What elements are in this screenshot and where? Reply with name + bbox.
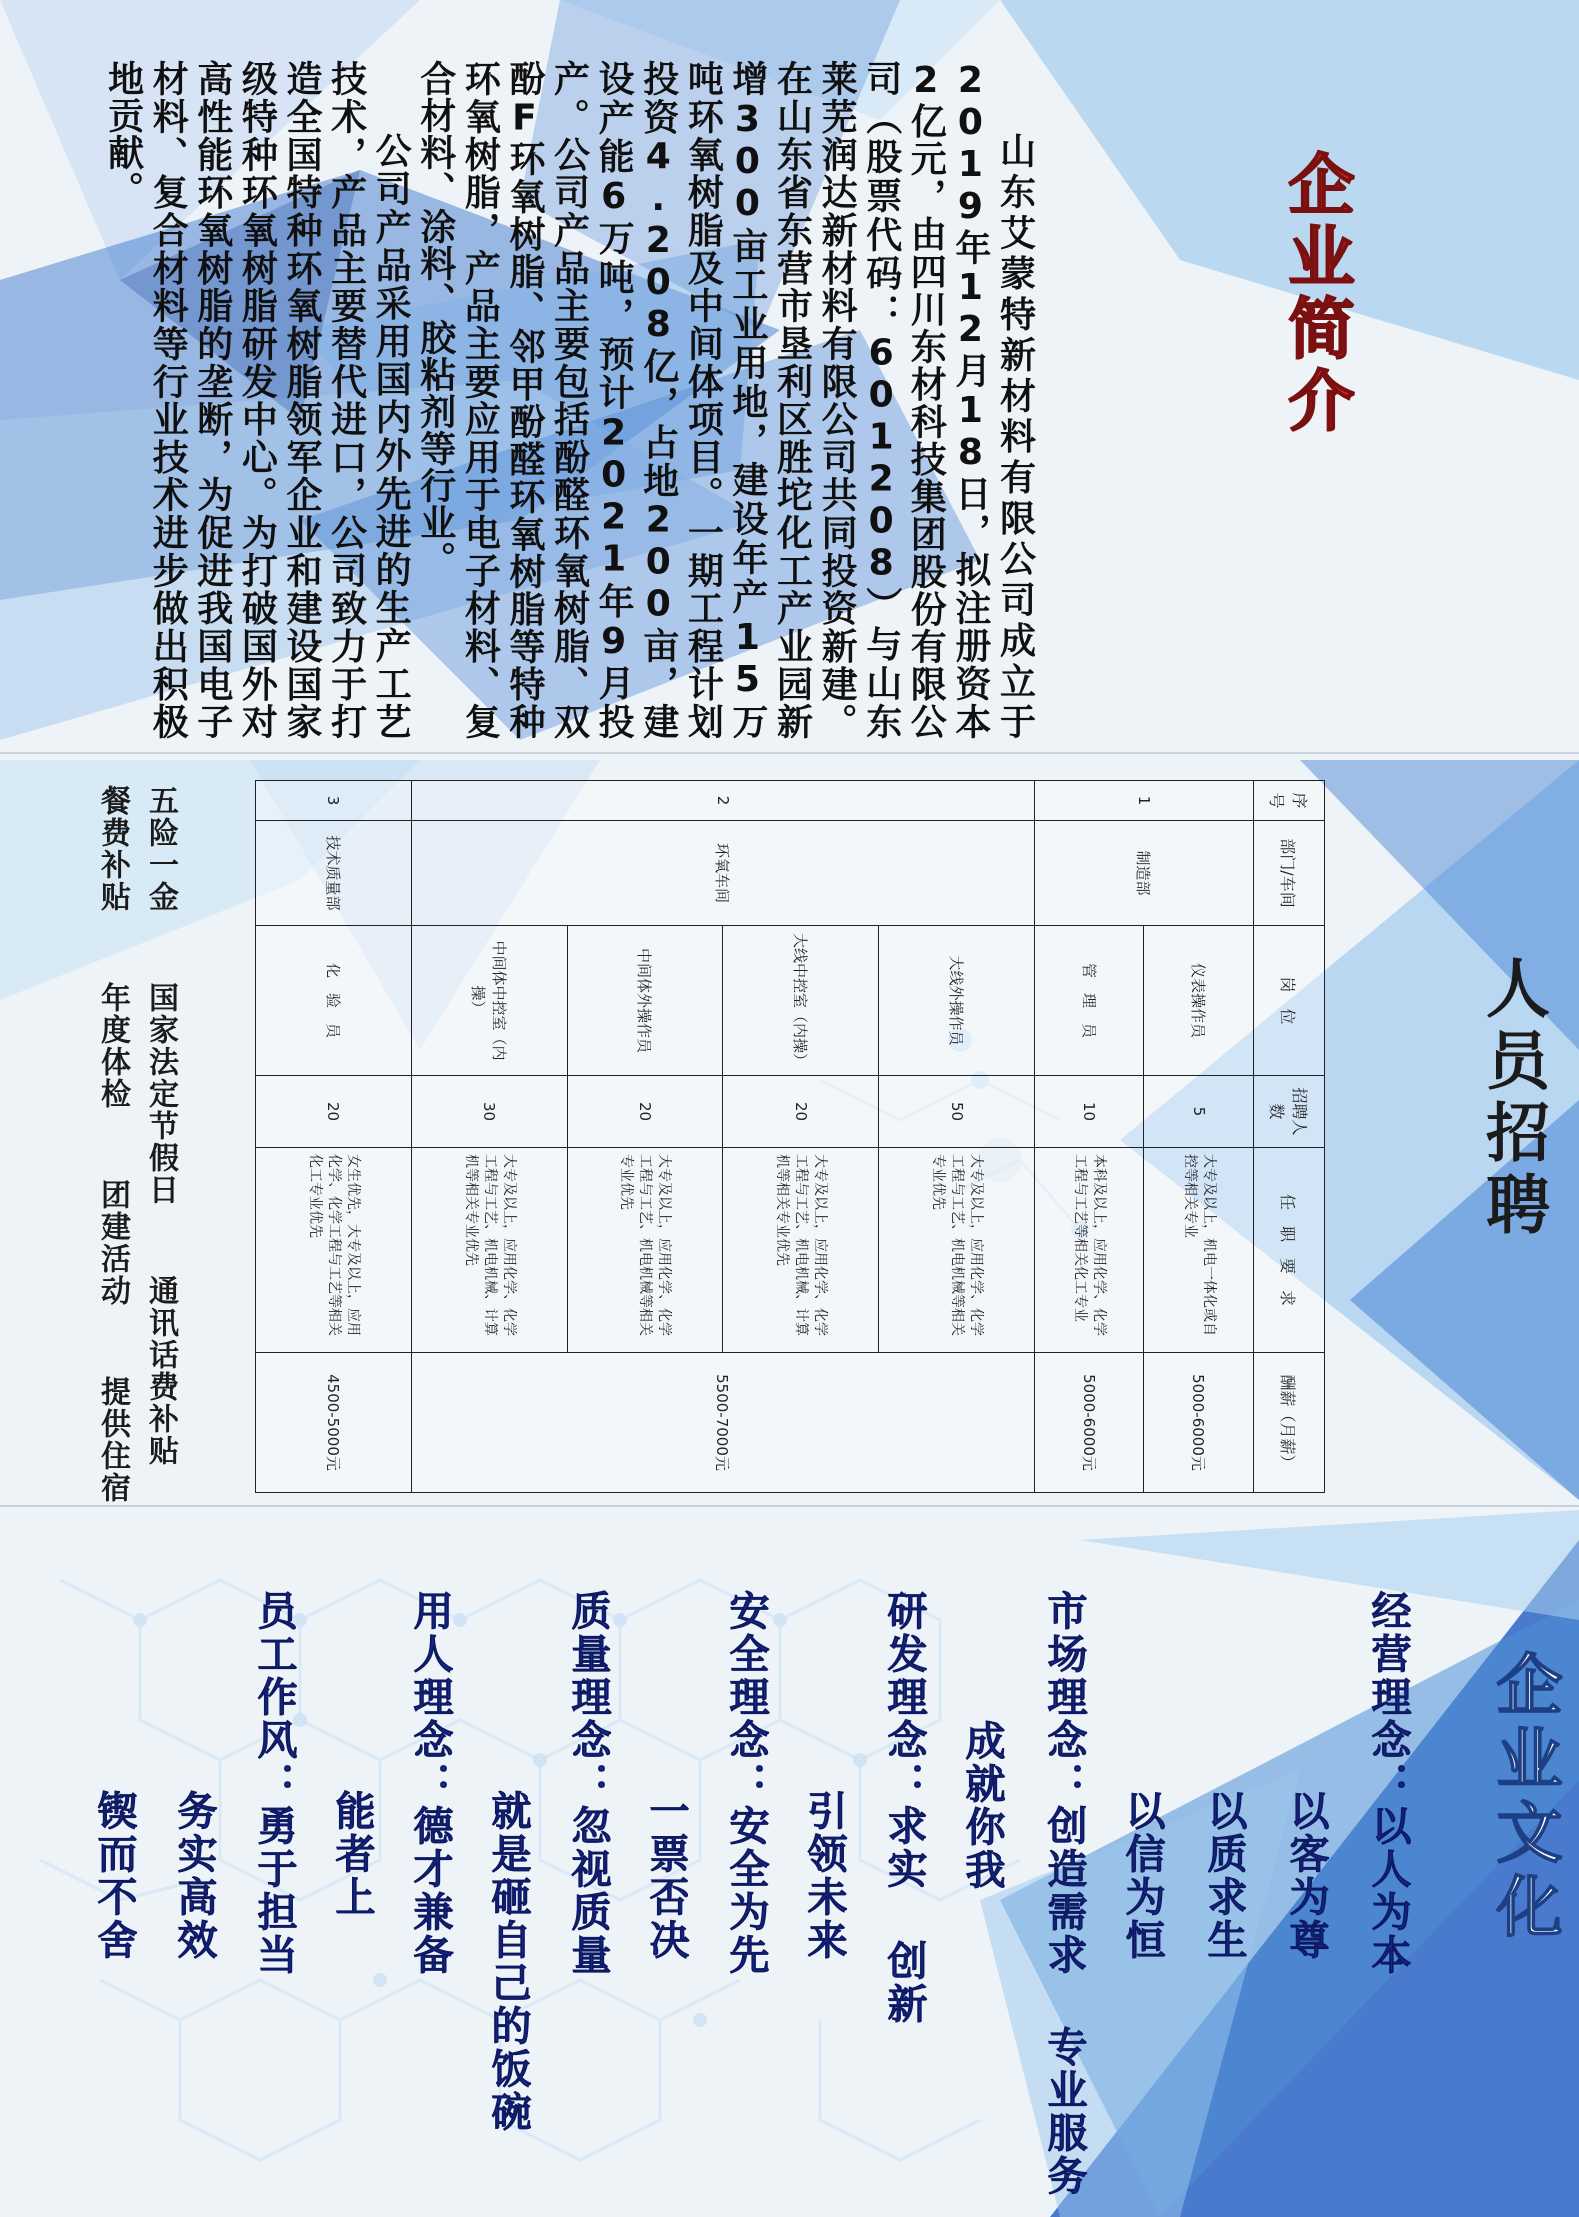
intro-paragraph: 山东艾蒙特新材料有限公司成立于2019年12月18日，拟注册资本2亿元，由四川东材科技集团股份有限公司（股票代码：601208）与山东莱芜润达新材料有限公司共同投资新建。在山东省东营市垦利区胜坨化工产业园新增300亩工业用地，建设年产15万吨环氧树脂及中间体项目。一期工程计划投资4.208亿，占地200亩，建设产能6万吨，预计2021年9月投产。公司产品主要包括酚醛环氧树脂、双酚F环氧树脂、邻甲酚醛环氧树脂等特种环氧树脂，产品主要应用于电子材料、复合材料、涂料、胶粘剂等行业。 — [414, 60, 1036, 740]
benefit-item: 提供住宿 — [95, 1376, 130, 1504]
culture-value: 就是砸自己的饭碗 — [485, 1790, 531, 2134]
benefit-item: 年度体检 — [95, 982, 130, 1110]
culture-label: 市场理念： — [1041, 1590, 1087, 1805]
culture-value: 以人为本 — [1365, 1805, 1411, 1977]
benefit-item: 五险一金 — [143, 785, 178, 913]
culture-value: 成就你我 — [959, 1720, 1005, 1892]
salary: 5000-6000元 — [1144, 1353, 1254, 1493]
culture-value: 勇于担当 — [251, 1805, 297, 1977]
department: 技术质量部 — [256, 821, 412, 926]
intro-title: 企业简介 — [1277, 150, 1354, 438]
department: 制造部 — [1034, 821, 1253, 926]
row-number: 2 — [411, 781, 1034, 821]
post: 大线外操作员 — [879, 926, 1035, 1076]
requirement: 本科及以上，应用化学、化学工程与工艺等相关化工专业 — [1034, 1148, 1144, 1353]
culture-value: 锲而不舍 — [91, 1790, 137, 1962]
culture-value: 以信为恒 — [1119, 1790, 1165, 1962]
header-cell: 任 职 要 求 — [1254, 1148, 1325, 1353]
benefit-item: 团建活动 — [95, 1179, 130, 1307]
benefit-item: 通讯话费补贴 — [143, 1275, 178, 1467]
requirement: 大专及以上，机电一体化或自控等相关专业 — [1144, 1148, 1254, 1353]
culture-line — [246, 1590, 303, 1977]
intro-paragraph: 公司产品采用国内外先进的生产工艺技术，产品主要替代进口，公司致力于打造全国特种环氧树脂领军企业和建设国家级特种环氧树脂研发中心。为打破国外对高性能环氧树脂的垄断，为促进我国电子材料、复合材料等行业技术进步做出积极地贡献。 — [102, 60, 412, 740]
header-cell: 酬薪（月薪） — [1254, 1353, 1325, 1493]
culture-label: 用人理念： — [407, 1590, 453, 1805]
requirement: 大专及以上，应用化学、化学工程与工艺、机电机械、计算机等相关专业优先 — [723, 1148, 879, 1353]
culture-label: 经营理念： — [1365, 1590, 1411, 1805]
culture-title: 企业文化 — [1485, 1650, 1562, 1946]
recruit-table-frame — [255, 780, 1325, 1492]
header-cell: 招聘人数 — [1254, 1076, 1325, 1148]
culture-line — [560, 1590, 617, 1977]
culture-label: 质量理念： — [565, 1590, 611, 1805]
benefits-line — [88, 785, 136, 1504]
culture-line — [876, 1590, 933, 2026]
headcount: 20 — [256, 1076, 412, 1148]
post: 管 理 员 — [1034, 926, 1144, 1076]
culture-label: 研发理念： — [881, 1590, 927, 1805]
table-row — [256, 781, 412, 1493]
culture-line — [1036, 1590, 1093, 2198]
post: 化 验 员 — [256, 926, 412, 1076]
culture-label: 安全理念： — [723, 1590, 769, 1805]
post: 中间体中控室（内操） — [411, 926, 567, 1076]
headcount: 30 — [411, 1076, 567, 1148]
row-number: 1 — [1034, 781, 1253, 821]
row-number: 3 — [256, 781, 412, 821]
table-row — [1144, 781, 1254, 1493]
header-cell: 部门/车间 — [1254, 821, 1325, 926]
intro-body — [100, 60, 1036, 740]
headcount: 10 — [1034, 1076, 1144, 1148]
requirement: 大专及以上，应用化学、化学工程与工艺、机电机械、计算机等相关专业优先 — [411, 1148, 567, 1353]
salary: 4500-5000元 — [256, 1353, 412, 1493]
culture-value: 一票否决 — [643, 1790, 689, 1962]
culture-value: 创造需求 专业服务 — [1041, 1805, 1087, 2198]
department: 环氧车间 — [411, 821, 1034, 926]
culture-value: 以质求生 — [1201, 1790, 1247, 1962]
requirement: 女生优先，大专及以上，应用化学、化学工程与工艺等相关化工专业优先 — [256, 1148, 412, 1353]
culture-value: 德才兼备 — [407, 1805, 453, 1977]
culture-value: 能者上 — [329, 1790, 375, 1919]
fold-line — [0, 752, 1579, 754]
culture-value: 引领未来 — [801, 1790, 847, 1962]
recruit-title: 人员招聘 — [1475, 955, 1549, 1243]
headcount: 20 — [723, 1076, 879, 1148]
post: 中间体外操作员 — [567, 926, 723, 1076]
culture-line — [1360, 1590, 1417, 1977]
culture-value: 安全为先 — [723, 1805, 769, 1977]
table-header-row — [1254, 781, 1325, 1493]
requirement: 大专及以上，应用化学、化学工程与工艺、机电机械等相关专业优先 — [879, 1148, 1035, 1353]
culture-value: 务实高效 — [171, 1790, 217, 1962]
culture-line — [718, 1590, 775, 1977]
headcount: 5 — [1144, 1076, 1254, 1148]
culture-label: 员工作风： — [251, 1590, 297, 1805]
header-cell: 岗 位 — [1254, 926, 1325, 1076]
recruit-table — [255, 780, 1325, 1493]
benefits-list — [88, 785, 184, 1504]
salary: 5500-7000元 — [411, 1353, 1034, 1493]
culture-value: 求实 创新 — [881, 1805, 927, 2026]
header-cell: 序号 — [1254, 781, 1325, 821]
post: 仪表操作员 — [1144, 926, 1254, 1076]
fold-line — [0, 1505, 1579, 1507]
benefits-line — [136, 785, 184, 1504]
post: 大线中控室（内操） — [723, 926, 879, 1076]
recruit-table-rotated — [255, 780, 1325, 1492]
benefit-item: 餐费补贴 — [95, 785, 130, 913]
benefit-item: 国家法定节假日 — [143, 982, 178, 1206]
salary: 5000-6000元 — [1034, 1353, 1144, 1493]
culture-line — [402, 1590, 459, 1977]
culture-value: 以客为尊 — [1283, 1790, 1329, 1962]
table-row — [879, 781, 1035, 1493]
headcount: 50 — [879, 1076, 1035, 1148]
requirement: 大专及以上，应用化学、化学工程与工艺、机电机械等相关专业优先 — [567, 1148, 723, 1353]
culture-value: 忽视质量 — [565, 1805, 611, 1977]
headcount: 20 — [567, 1076, 723, 1148]
